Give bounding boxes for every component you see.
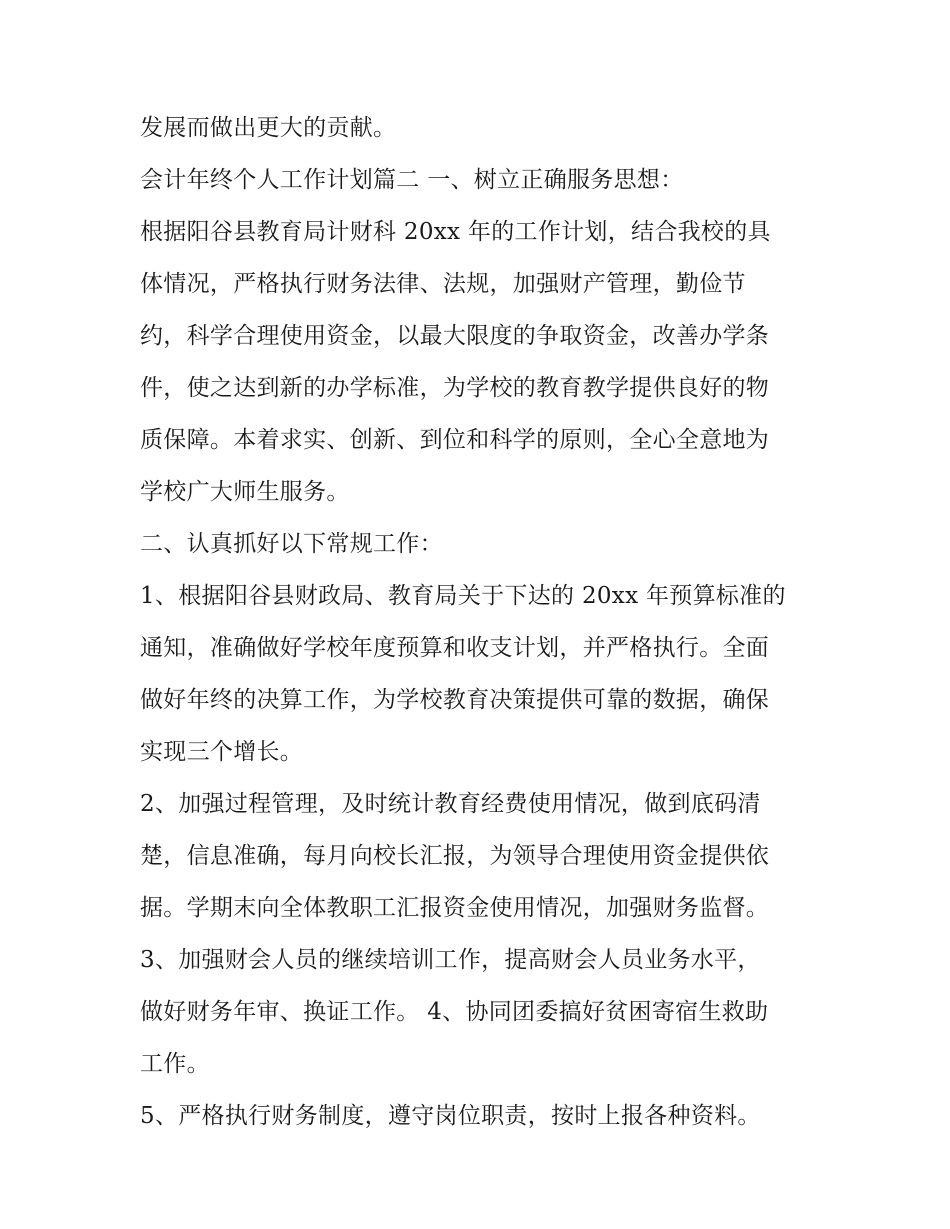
list-item-2: 2、加强过程管理，及时统计教育经费使用情况，做到底码清 — [140, 791, 761, 817]
text-line: 楚，信息准确，每月向校长汇报，为领导合理使用资金提供依 — [140, 843, 770, 869]
text-line: 学校广大师生服务。 — [140, 479, 350, 505]
text-line: 做好财务年审、换证工作。 4、协同团委搞好贫困寄宿生救助 — [140, 999, 769, 1025]
text-line: 件，使之达到新的办学标准，为学校的教育教学提供良好的物 — [140, 375, 770, 401]
text-line: 通知，准确做好学校年度预算和收支计划，并严格执行。全面 — [140, 635, 770, 661]
list-item-5: 5、严格执行财务制度，遵守岗位职责，按时上报各种资料。 — [140, 1103, 761, 1129]
section-heading: 会计年终个人工作计划篇二 一、树立正确服务思想： — [140, 167, 684, 193]
text-line: 质保障。本着求实、创新、到位和科学的原则，全心全意地为 — [140, 427, 770, 453]
text-line: 体情况，严格执行财务法律、法规，加强财产管理，勤俭节 — [140, 271, 746, 297]
text-line: 据。学期末向全体教职工汇报资金使用情况，加强财务监督。 — [140, 895, 770, 921]
text-line: 根据阳谷县教育局计财科 20xx 年的工作计划，结合我校的具 — [140, 219, 771, 245]
text-line: 工作。 — [140, 1051, 210, 1077]
text-line: 约，科学合理使用资金，以最大限度的争取资金，改善办学条 — [140, 323, 770, 349]
text-line: 实现三个增长。 — [140, 739, 304, 765]
document-page — [140, 102, 820, 1142]
text-line: 做好年终的决算工作，为学校教育决策提供可靠的数据，确保 — [140, 687, 770, 713]
list-item-3: 3、加强财会人员的继续培训工作，提高财会人员业务水平， — [140, 947, 761, 973]
section-heading: 二、认真抓好以下常规工作： — [140, 531, 443, 557]
text-line: 发展而做出更大的贡献。 — [140, 115, 397, 141]
list-item-1: 1、根据阳谷县财政局、教育局关于下达的 20xx 年预算标准的 — [140, 583, 786, 609]
